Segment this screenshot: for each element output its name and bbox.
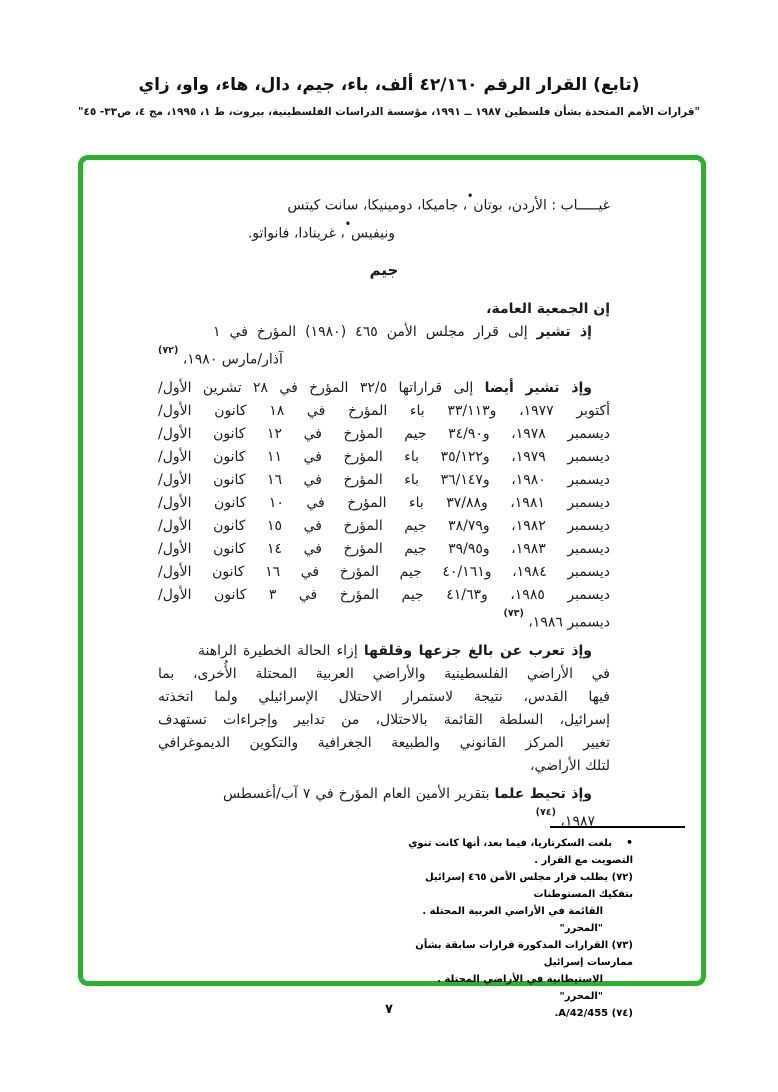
paragraph-lead: وإذ تشير أيضا <box>484 379 593 396</box>
resolution-list-line: ديسمبر ١٩٨١، و٣٧/٨٨ باء المؤرخ في ١٠ كانون الأول/ <box>158 494 611 511</box>
concern-paragraph-last-line: لتلك الأراضي، <box>530 757 610 774</box>
concern-paragraph-line: إسرائيل، السلطة القائمة بالاحتلال، من تدابير وإجراءات تستهدف <box>158 711 610 728</box>
resolution-list-last-line <box>158 607 610 635</box>
page-title: (تابع) القرار الرقم ٤٢/١٦٠ ألف، باء، جيم، دال، هاء، واو، زاي <box>138 75 640 95</box>
recall-paragraph-line-2 <box>158 344 610 372</box>
paragraph-text: ١٩٨٧، <box>555 813 595 830</box>
paragraph-text: ديسمبر ١٩٨٦، <box>523 614 610 631</box>
paragraph-lead: وإذ تعرب عن بالغ جزعها وقلقها <box>363 642 593 659</box>
footnote-ref-73: (٧٣) <box>503 607 524 619</box>
resolution-list-line: ديسمبر ١٩٧٩، و٣٥/١٢٢ باء المؤرخ في ١١ كانون الأول/ <box>158 448 611 465</box>
page-number: ٧ <box>385 1002 393 1017</box>
highlight-box <box>78 155 706 1019</box>
absence-text-rest: ، جاميكا، دومينيكا، سانت كيتس <box>287 197 468 214</box>
paragraph-text: آذار/مارس ١٩٨٠، <box>178 351 283 368</box>
resolution-list-line: أكتوبر ١٩٧٧، و٣٣/١١٣ باء المؤرخ في ١٨ كانون الأول/ <box>158 402 611 419</box>
resolution-list-line: ديسمبر ١٩٧٨، و٣٤/٩٠ جيم المؤرخ في ١٢ كانون الأول/ <box>158 425 610 442</box>
note-paragraph-line-1 <box>223 783 592 806</box>
concern-paragraph-line: في الأراضي الفلسطينية والأراضي العربية المحتلة الأُخرى، بما <box>158 665 610 682</box>
footnote-ref-74: (٧٤) <box>535 806 556 818</box>
page-subtitle: "قرارات الأمم المتحدة بشأن فلسطين ١٩٨٧ ــ ١٩٩١، مؤسسة الدراسات الفلسطينية، بيروت، ط ١، ١٩٩٥، مج ٤، ص٣٣- ٤٥" <box>77 106 701 118</box>
footnote-ref-72: (٧٢) <box>158 345 179 357</box>
resolution-list-line: ديسمبر ١٩٨٠، و٣٦/١٤٧ باء المؤرخ في ١٦ كانون الأول/ <box>158 471 611 488</box>
bullet-marker: • <box>625 836 633 849</box>
resolution-text <box>83 160 701 833</box>
paragraph-text: إلى قراراتها ٣٢/٥ المؤرخ في ٢٨ تشرين الأول/ <box>158 379 485 396</box>
asterisk-marker: • <box>344 218 351 230</box>
paragraph-lead: إذ تشير <box>536 324 592 341</box>
paragraph-text: إزاء الحالة الخطيرة الراهنة <box>198 642 364 659</box>
footnote-73-line-2: الاستيطانية في الأراضي المحتلة . "المحرر" <box>437 974 603 1002</box>
absence-text: غيـــــاب : الأردن، بوتان <box>473 197 610 214</box>
recall-paragraph-line-1 <box>213 321 592 344</box>
absence-line-2 <box>158 218 395 246</box>
resolution-list-line: ديسمبر ١٩٨٣، و٣٩/٩٥ جيم المؤرخ في ١٤ كانون الأول/ <box>158 540 610 557</box>
concern-paragraph-line: فيها القدس، نتيجة لاستمرار الاحتلال الإسرائيلي ولما اتخذته <box>158 688 610 705</box>
absence-text-rest: ، غرينادا، فانواتو. <box>247 225 345 242</box>
footnote-star <box>398 834 633 869</box>
resolution-list-line: ديسمبر ١٩٨٥، و٤١/٦٣ جيم المؤرخ في ٣ كانون الأول/ <box>158 586 611 603</box>
paragraph-text: بتقرير الأمين العام المؤرخ في ٧ آب/أغسطس <box>223 785 495 802</box>
concern-paragraph-line-1 <box>198 640 592 663</box>
footnote-72-line-2: القائمة في الأراضي العربية المحتلة . "المحرر" <box>422 906 603 934</box>
footnote-74: (٧٤) A/42/455. <box>554 1008 633 1019</box>
paragraph-text: إلى قرار مجلس الأمن ٤٦٥ (١٩٨٠) المؤرخ في ١ <box>213 324 537 341</box>
footnote-72-line-1: (٧٢) يطلب قرار مجلس الأمن ٤٦٥ إسرائيل بتفكيك المستوطنات <box>424 872 633 900</box>
resolution-list-line: ديسمبر ١٩٨٤، و٤٠/١٦١ جيم المؤرخ في ١٦ كانون الأول/ <box>158 563 610 580</box>
absence-line-1 <box>158 190 610 218</box>
footnote-text: بلغت السكرتاريا، فيما بعد، أنها كانت تنوي التصويت مع القرار . <box>408 838 633 866</box>
absence-text: ونيفيس <box>350 225 395 242</box>
resolution-list-line: ديسمبر ١٩٨٢، و٣٨/٧٩ جيم المؤرخ في ١٥ كانون الأول/ <box>158 517 610 534</box>
footnotes-block <box>398 826 633 1022</box>
concern-paragraph-line: تغيير المركز القانوني والطبيعة الجغرافية والتكوين الديموغرافي <box>158 734 610 751</box>
footnote-73-line-1: (٧٣) القرارات المذكورة قرارات سابقة بشأن ممارسات إسرائيل <box>415 940 633 968</box>
footnote-separator <box>550 826 685 828</box>
assembly-opening-line: إن الجمعية العامة، <box>486 301 610 318</box>
paragraph-lead: وإذ تحيط علما <box>494 785 592 802</box>
asterisk-marker: • <box>467 191 474 202</box>
section-heading: جيم <box>369 261 399 280</box>
recall-also-line-1 <box>158 377 592 400</box>
